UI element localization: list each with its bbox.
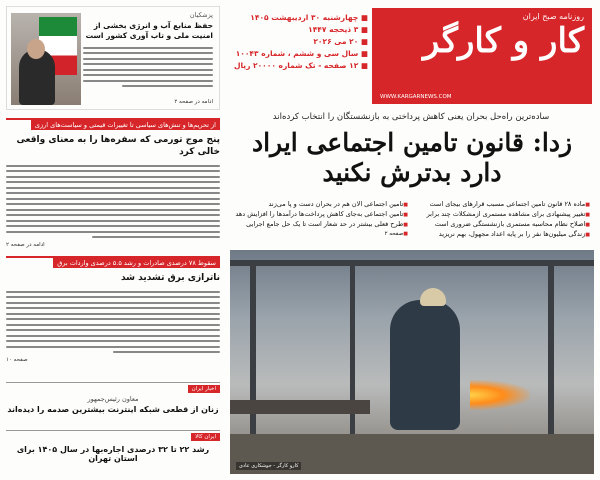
president-photo (11, 13, 81, 105)
date-gregorian: ■ ۲۰ می ۲۰۲۶ (313, 37, 368, 46)
bullet-item: ■ تغییر پیشنهادی برای مشاهده مستمری ازمشکلات چند برابر (414, 210, 590, 220)
article-inflation[interactable] (6, 118, 220, 248)
article-continue[interactable]: صفحه ۱۰ (6, 356, 28, 363)
bullets-left-column (232, 200, 408, 248)
article-body-text (6, 158, 220, 238)
masthead (372, 8, 592, 104)
article-title[interactable]: ناترازی برق تشدید شد (120, 273, 220, 283)
article-title[interactable]: پنج موج تورمی که سفره‌ها را به معنای واقعی خالی کرد (16, 135, 220, 157)
person-head (27, 39, 45, 59)
masthead-url: WWW.KARGARNEWS.COM (380, 94, 452, 100)
main-bullets (232, 200, 590, 248)
top-news-box[interactable] (6, 6, 220, 110)
issue-price: ■ ۱۲ صفحه - تک شماره ۲۰۰۰۰ ریال (233, 61, 368, 70)
issue-number: ■ سال سی و ششم ، شماره ۱۰۰۴۳ (235, 49, 368, 58)
section-tag: اخبار ایران (188, 385, 220, 393)
bullet-item: ■ تامین اجتماعی الان هم در بحران دست و پا می‌زند (232, 200, 408, 210)
issue-date-block (233, 12, 368, 100)
top-box-kicker: پزشکیان (189, 11, 213, 19)
bullet-item: ■ اصلاح نظام محاسبه مستمری بازنشستگی ضروری است (414, 220, 590, 230)
bullet-item: ■ ماده ۲۸ قانون تامین اجتماعی مسبب قرارهای بیجای است (414, 200, 590, 210)
section-tag: ایران کالا (191, 433, 220, 441)
bullet-item: ■ تامین اجتماعی به‌جای کاهش پرداخت‌ها درآمدها را افزایش دهد (232, 210, 408, 220)
article-kicker: از تحریم‌ها و تنش‌های سیاسی تا تغییرات قیمتی و سیاست‌های ارزی (31, 120, 220, 130)
article-body-text (6, 284, 220, 353)
bullets-right-column (414, 200, 590, 248)
main-continue[interactable]: ■ صفحه ۲ (232, 230, 408, 239)
article-continue[interactable]: ادامه در صفحه ۲ (6, 241, 45, 248)
bullet-item: ■ طرح فعلی بیشتر در حد شعار است تا یک حل جامع اجرایی (232, 220, 408, 230)
top-box-title: حفظ منابع آب و انرژی بخشی از امنیت ملی و تاب آوری کشور است (85, 21, 213, 40)
brief-rent[interactable] (6, 430, 220, 474)
welding-sparks (470, 380, 530, 410)
top-box-body-text (83, 43, 213, 99)
brief-title[interactable]: زنان از قطعی شبکه اینترنت بیشترین صدمه را دیده‌اند (7, 405, 219, 414)
article-electricity[interactable] (6, 256, 220, 376)
main-photo-welder (230, 250, 594, 474)
top-box-continue[interactable]: ادامه در صفحه ۲ (174, 99, 213, 105)
brief-kicker: معاون رئیس‌جمهور (87, 395, 139, 403)
date-hijri: ■ ۳ ذیحجه ۱۴۴۷ (308, 25, 368, 34)
newspaper-logo: کار و کارگر (423, 21, 584, 61)
photo-credit: کارو کارگر - جوشکاری عادی (236, 462, 301, 470)
worker-figure (390, 300, 460, 430)
masthead-tagline: روزنامه صبح ایران (522, 12, 584, 21)
article-kicker: سقوط ۷۸ درصدی صادرات و رشد ۵.۵ درصدی واردات برق (53, 258, 220, 268)
helmet (420, 288, 446, 306)
brief-title[interactable]: رشد ۲۲ تا ۳۲ درصدی اجاره‌بها در سال ۱۴۰۵ برای استان تهران (16, 445, 210, 463)
main-kicker: سادەترین راه‌حل بحران یعنی کاهش پرداختی به بازنشستگان را انتخاب کرده‌اند (272, 112, 550, 122)
main-headline[interactable]: زدا: قانون تامین اجتماعی ایراد دارد بدترش نکنید (251, 128, 573, 187)
date-persian: ■ چهارشنبه ۳۰ اردیبهشت ۱۴۰۵ (250, 13, 368, 22)
brief-internet[interactable] (6, 382, 220, 426)
bullet-item: ■ زندگی میلیون‌ها نفر را بر پایه اعداد مجهول، بهم نریزید (414, 230, 590, 240)
